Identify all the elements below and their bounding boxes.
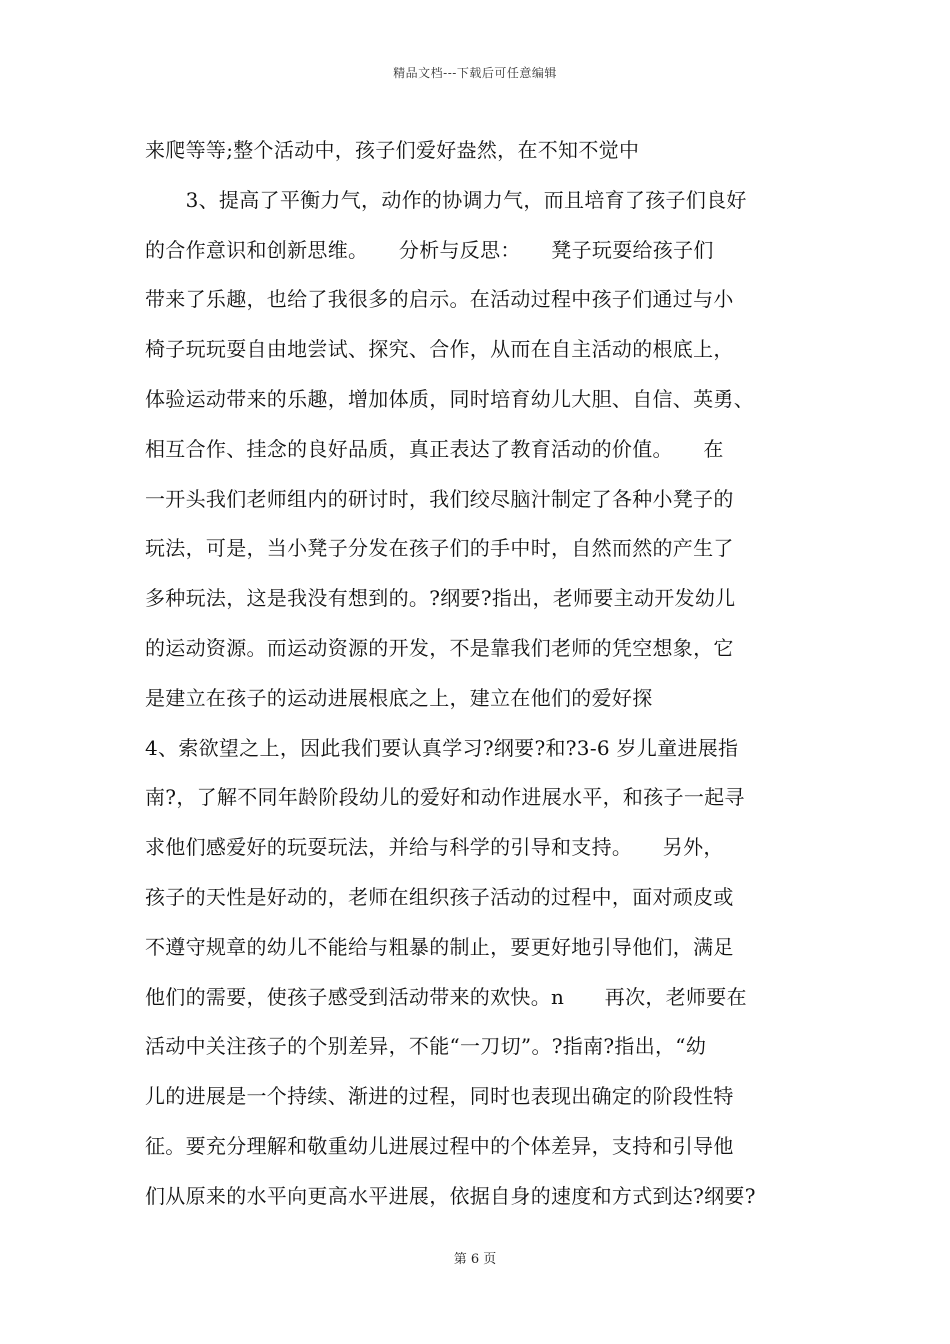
text-line-15: 求他们感爱好的玩耍玩法，并给与科学的引导和支持。 另外， [145,835,724,860]
text-line-22: 们从原来的水平向更高水平进展，依据自身的速度和方式到达?纲要? [145,1183,756,1208]
text-line-5: 椅子玩玩耍自由地尝试、探究、合作，从而在自主活动的根底上， [145,337,734,362]
text-line-2: 3、提高了平衡力气，动作的协调力气，而且培育了孩子们良好 [145,187,747,212]
text-line-9: 玩法，可是，当小凳子分发在孩子们的手中时，自然而然的产生了 [145,536,734,561]
text-line-4: 带来了乐趣，也给了我很多的启示。在活动过程中孩子们通过与小 [145,287,734,312]
text-line-6: 体验运动带来的乐趣，增加体质，同时培育幼儿大胆、自信、英勇、 [145,386,754,411]
text-line-3: 的合作意识和创新思维。 分析与反思： 凳子玩耍给孩子们 [145,237,714,262]
page-number: 第 6 页 [453,1252,497,1267]
text-line-7: 相互合作、挂念的良好品质，真正表达了教育活动的价值。 在 [145,436,724,461]
text-line-11: 的运动资源。而运动资源的开发，不是靠我们老师的凭空想象，它 [145,635,734,660]
document-body [145,126,825,1222]
text-line-18: 他们的需要，使孩子感受到活动带来的欢快。n 再次，老师要在 [145,984,747,1009]
text-line-1: 来爬等等;整个活动中，孩子们爱好盎然，在不知不觉中 [145,138,640,162]
page-header: 精品文档---下载后可任意编辑 [393,66,557,80]
text-line-12: 是建立在孩子的运动进展根底之上，建立在他们的爱好探 [145,685,653,710]
text-line-8: 一开头我们老师组内的研讨时，我们绞尽脑汁制定了各种小凳子的 [145,486,734,511]
text-line-20: 儿的进展是一个持续、渐进的过程，同时也表现出确定的阶段性特 [145,1084,734,1109]
text-line-17: 不遵守规章的幼儿不能给与粗暴的制止，要更好地引导他们，满足 [145,934,734,959]
text-line-13: 4、索欲望之上，因此我们要认真学习?纲要?和?3-6 岁儿童进展指 [145,735,739,760]
text-line-19: 活动中关注孩子的个别差异，不能“一刀切”。?指南?指出，“幼 [145,1034,707,1059]
text-line-14: 南?，了解不同年龄阶段幼儿的爱好和动作进展水平，和孩子一起寻 [145,785,745,810]
text-line-16: 孩子的天性是好动的，老师在组织孩子活动的过程中，面对顽皮或 [145,884,734,909]
text-line-21: 征。要充分理解和敬重幼儿进展过程中的个体差异，支持和引导他 [145,1133,734,1158]
text-line-10: 多种玩法，这是我没有想到的。?纲要?指出，老师要主动开发幼儿 [145,586,736,611]
